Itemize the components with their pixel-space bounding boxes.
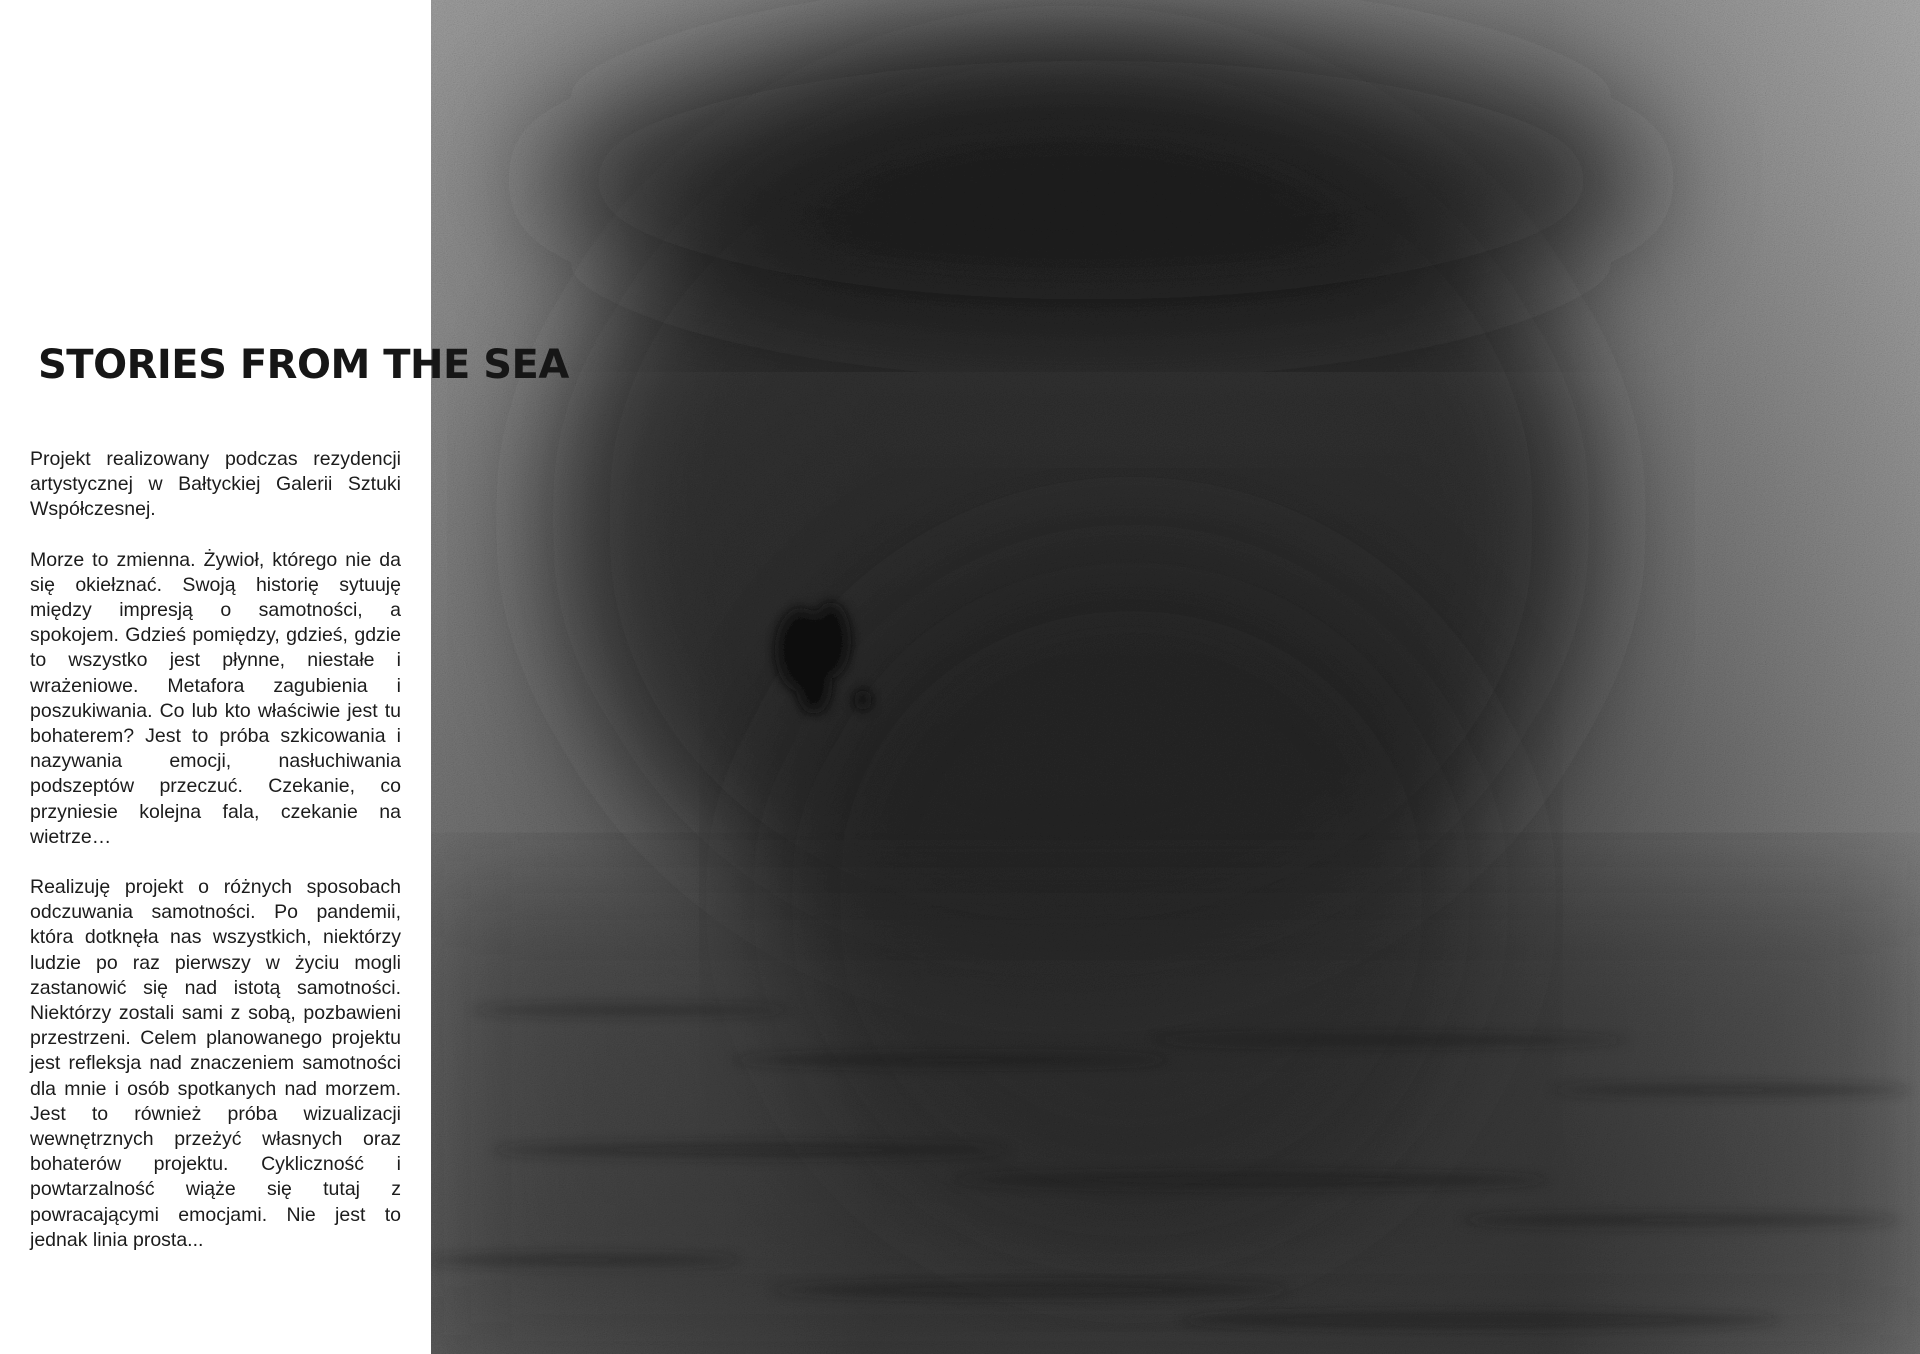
sea-photograph bbox=[431, 0, 1920, 1354]
sea-photo-image bbox=[431, 0, 1920, 1354]
project-description bbox=[30, 447, 401, 1278]
paragraph-sea: Morze to zmienna. Żywioł, którego nie da się okiełznać. Swoją historię sytuuję między impresją o samotności, a spokojem. Gdzieś pomiędzy, gdzieś, gdzie to wszystko jest płynne, niestałe i wrażeniowe. Metafora zagubienia i poszukiwania. Co lub kto właściwie jest tu bohaterem? Jest to próba szkicowania i nazywania emocji, nasłuchiwania podszeptów przeczuć. Czekanie, co przyniesie kolejna fala, czekanie na wietrze… bbox=[30, 548, 401, 848]
paragraph-loneliness: Realizuję projekt o różnych sposobach odczuwania samotności. Po pandemii, która dotknęła nas wszystkich, niektórzy ludzie po raz pierwszy w życiu mogli zastanowić się nad istotą samotności. Niektórzy zostali sami z sobą, pozbawieni przestrzeni. Celem planowanego projektu jest refleksja nad znaczeniem samotności dla mnie i osób spotkanych nad morzem. Jest to również próba wizualizacji wewnętrznych przeżyć własnych oraz bohaterów projektu. Cykliczność i powtarzalność wiąże się tutaj z powracającymi emocjami. Nie jest to jednak linia prosta... bbox=[30, 876, 401, 1251]
page-title: STORIES FROM THE SEA bbox=[38, 342, 569, 388]
paragraph-intro: Projekt realizowany podczas rezydencji artystycznej w Bałtyckiej Galerii Sztuki Współczesnej. bbox=[30, 448, 401, 521]
